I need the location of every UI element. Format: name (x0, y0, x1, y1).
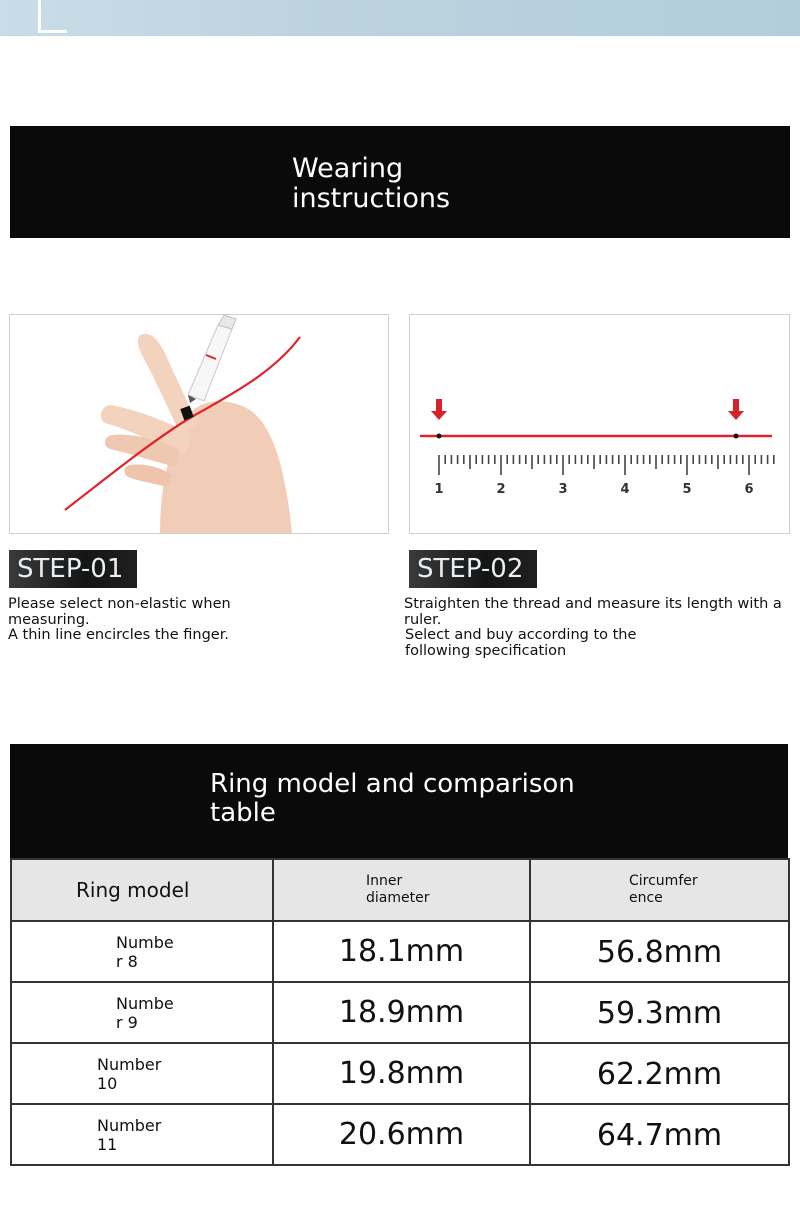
ruler-tick-label: 5 (682, 482, 692, 497)
step-01-text-line1: Please select non-elastic when measuring. (8, 596, 231, 628)
ring-size-table (10, 858, 790, 1166)
wearing-instructions-banner (10, 126, 790, 238)
banner-title: Wearing instructions (292, 153, 451, 214)
ruler-tick-label: 3 (558, 482, 568, 497)
table-row (11, 1104, 789, 1165)
ruler-tick-label: 4 (620, 482, 630, 497)
row-model: Number 8 (116, 932, 174, 971)
table-row (11, 921, 789, 982)
ruler-tick-label: 6 (744, 482, 754, 497)
table-row (11, 982, 789, 1043)
step-02-text-line2: Select and buy according to the following specification (405, 627, 637, 659)
ruler-tick-label: 1 (434, 482, 444, 497)
table-header-row (11, 859, 789, 921)
header-inner-diameter: Inner diameter (273, 859, 530, 921)
header-circumference: Circumference (530, 859, 789, 921)
step-02-text-line1: Straighten the thread and measure its length with a ruler. (404, 596, 782, 628)
row-circumference: 62.2mm (596, 1057, 723, 1092)
table-row (11, 1043, 789, 1104)
row-model: Number 11 (97, 1115, 162, 1154)
top-decorative-strip (0, 0, 800, 36)
header-ring-model: Ring model (11, 859, 273, 921)
row-circumference: 64.7mm (596, 1118, 723, 1153)
row-circumference: 59.3mm (596, 996, 723, 1031)
row-inner-diameter: 20.6mm (338, 1117, 465, 1152)
row-model: Number 9 (116, 993, 174, 1032)
row-inner-diameter: 19.8mm (338, 1056, 465, 1091)
table-title: Ring model and comparison table (210, 769, 575, 828)
ruler-tick-label: 2 (496, 482, 506, 497)
step-01-text-line2: A thin line encircles the finger. (8, 627, 229, 643)
step-02-badge: STEP-02 (409, 550, 537, 588)
corner-mark (38, 0, 67, 33)
row-inner-diameter: 18.1mm (338, 934, 465, 969)
finger-measure-illustration (9, 314, 389, 534)
comparison-table-banner (10, 744, 788, 858)
step-01-badge: STEP-01 (9, 550, 137, 588)
row-inner-diameter: 18.9mm (338, 995, 465, 1030)
ruler-measure-illustration (409, 314, 790, 534)
row-model: Number 10 (97, 1054, 162, 1093)
row-circumference: 56.8mm (596, 935, 723, 970)
